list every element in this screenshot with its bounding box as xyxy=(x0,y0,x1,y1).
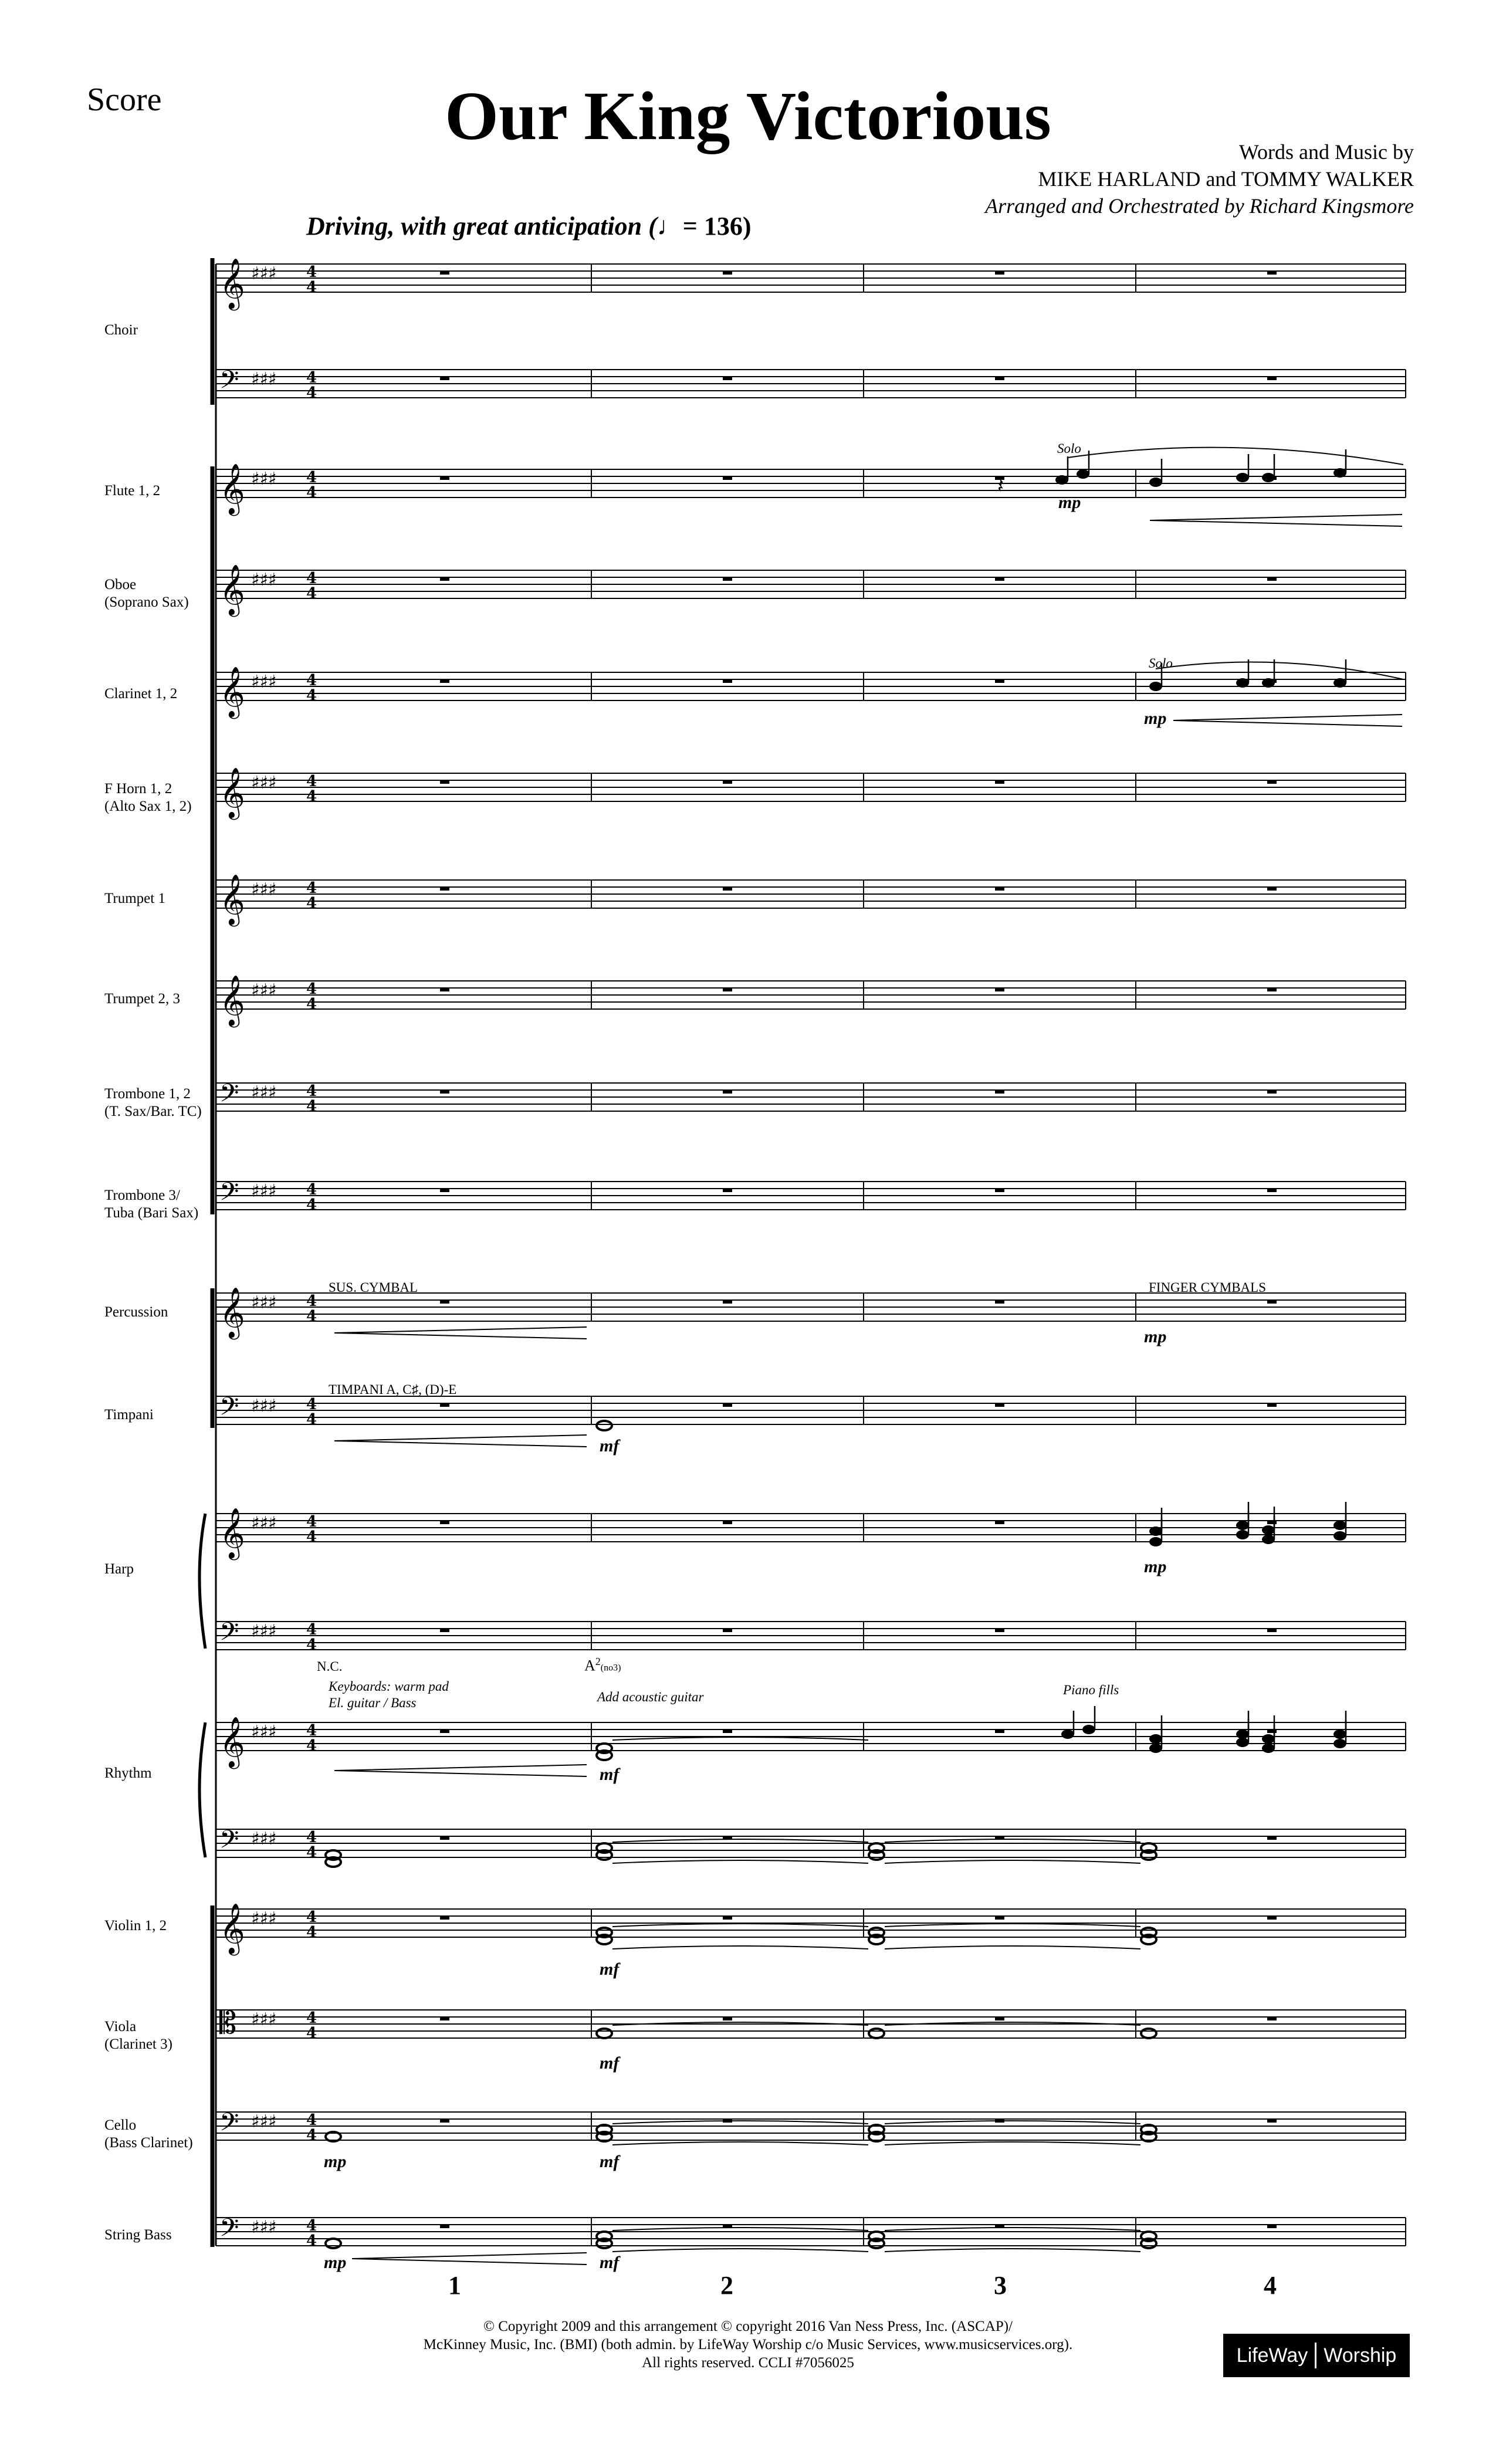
rhythm-note xyxy=(1262,1734,1275,1744)
instrument-oboe-line2: (Soprano Sax) xyxy=(104,594,189,610)
whole-rest-icon xyxy=(995,1090,1004,1094)
bass-clef-icon: 𝄢 xyxy=(219,1079,239,1114)
whole-rest-icon xyxy=(1267,1403,1277,1407)
key-signature-icon: ♯♯♯ xyxy=(251,773,277,793)
whole-rest-icon xyxy=(723,1729,732,1733)
dynamic-timpani-mf: mf xyxy=(600,1436,620,1456)
quarter-rest-icon: 𝄽 xyxy=(997,474,1004,498)
whole-rest-icon xyxy=(723,1521,732,1524)
whole-rest-icon xyxy=(995,1189,1004,1192)
whole-rest-icon xyxy=(1267,780,1277,784)
flute-note xyxy=(1236,473,1249,482)
tie-curve xyxy=(885,1946,1140,1949)
whole-rest-icon xyxy=(440,2225,449,2228)
whole-rest-icon xyxy=(440,476,449,480)
flute-note xyxy=(1333,468,1346,478)
whole-rest-icon xyxy=(440,2119,449,2123)
dynamic-bass-mf: mf xyxy=(600,2253,620,2272)
time-signature-bottom: 4 xyxy=(306,1196,317,1214)
timpani-crescendo-hairpin xyxy=(334,1435,587,1447)
piece-title: Our King Victorious xyxy=(445,77,1051,154)
tie-curve xyxy=(885,1860,1140,1863)
whole-rest-icon xyxy=(440,271,449,275)
whole-rest-icon xyxy=(995,2017,1004,2020)
tie-curve xyxy=(885,2142,1140,2145)
whole-rest-icon xyxy=(995,271,1004,275)
time-signature-top: 4 xyxy=(306,1829,317,1846)
tie-curve xyxy=(612,1839,868,1842)
whole-rest-icon xyxy=(440,780,449,784)
whole-rest-icon xyxy=(1267,2017,1277,2020)
whole-rest-icon xyxy=(440,1090,449,1094)
whole-rest-icon xyxy=(995,1916,1004,1920)
treble-clef-icon: 𝄞 xyxy=(219,1717,245,1767)
time-signature-top: 4 xyxy=(306,369,317,387)
measure-number-4: 4 xyxy=(1264,2271,1277,2300)
bass-crescendo-hairpin xyxy=(352,2253,587,2265)
key-signature-icon: ♯♯♯ xyxy=(251,263,277,284)
key-signature-icon: ♯♯♯ xyxy=(251,2217,277,2238)
dynamic-viola-mf: mf xyxy=(600,2053,620,2073)
time-signature-bottom: 4 xyxy=(306,1844,317,1861)
whole-rest-icon xyxy=(440,1189,449,1192)
time-signature-top: 4 xyxy=(306,1292,317,1310)
keyboards-label: Keyboards: warm pad xyxy=(329,1679,449,1694)
whole-rest-icon xyxy=(995,887,1004,891)
alto-clef-icon: 𝄡 xyxy=(219,2006,237,2041)
dynamic-flute-mp: mp xyxy=(1058,493,1081,512)
whole-rest-icon xyxy=(1267,1729,1277,1733)
whole-rest-icon xyxy=(1267,1916,1277,1920)
bass-clef-icon: 𝄢 xyxy=(219,2213,239,2249)
whole-rest-icon xyxy=(440,1629,449,1632)
tempo-text: Driving, with great anticipation ( xyxy=(306,212,657,241)
time-signature-top: 4 xyxy=(306,1396,317,1413)
tie-curve xyxy=(612,1946,868,1949)
dynamic-cello-mf: mf xyxy=(600,2152,620,2171)
copyright-line3: All rights reserved. CCLI #7056025 xyxy=(642,2355,854,2371)
time-signature-top: 4 xyxy=(306,672,317,689)
time-signature-bottom: 4 xyxy=(306,1098,317,1115)
instrument-trumpet1: Trumpet 1 xyxy=(104,891,165,906)
whole-rest-icon xyxy=(723,1300,732,1304)
key-signature-icon: ♯♯♯ xyxy=(251,369,277,390)
time-signature-bottom: 4 xyxy=(306,996,317,1013)
rhythm-note xyxy=(1333,1739,1346,1748)
instrument-horn xyxy=(104,780,192,815)
instrument-trombone3-line2: Tuba (Bari Sax) xyxy=(104,1205,199,1221)
time-signature-bottom: 4 xyxy=(306,2127,317,2144)
whole-rest-icon xyxy=(1267,577,1277,581)
credit-words-music: Words and Music by xyxy=(1238,140,1414,164)
key-signature-icon: ♯♯♯ xyxy=(251,1292,277,1313)
time-signature-top: 4 xyxy=(306,1908,317,1926)
instrument-cello-line1: Cello xyxy=(104,2117,137,2133)
dynamic-bass-mp: mp xyxy=(324,2253,347,2272)
bass-clef-icon: 𝄢 xyxy=(219,1392,239,1427)
time-signature-top: 4 xyxy=(306,263,317,281)
bass-whole-note xyxy=(326,2239,341,2248)
whole-rest-icon xyxy=(995,577,1004,581)
credit-arranger: Arranged and Orchestrated by Richard Kingsmore xyxy=(985,194,1414,218)
instrument-oboe-line1: Oboe xyxy=(104,577,137,593)
clarinet-note xyxy=(1333,678,1346,688)
key-signature-icon: ♯♯♯ xyxy=(251,570,277,590)
logo-lifeway: LifeWay xyxy=(1236,2344,1308,2367)
time-signature-bottom: 4 xyxy=(306,2232,317,2250)
time-signature-bottom: 4 xyxy=(306,1636,317,1654)
time-signature-top: 4 xyxy=(306,1082,317,1100)
chord-extension: 2 xyxy=(595,1656,601,1667)
bass-clef-icon: 𝄢 xyxy=(219,1617,239,1653)
key-signature-icon: ♯♯♯ xyxy=(251,980,277,1001)
harp-note xyxy=(1262,1525,1275,1535)
quarter-note-icon: ♩ xyxy=(656,212,683,241)
instrument-flute: Flute 1, 2 xyxy=(104,483,161,499)
instrument-trombone12 xyxy=(104,1085,202,1121)
piano-fill-note xyxy=(1082,1725,1095,1734)
time-signature-bottom: 4 xyxy=(306,484,317,502)
whole-rest-icon xyxy=(440,679,449,683)
harp-brace xyxy=(199,1514,205,1649)
whole-rest-icon xyxy=(723,577,732,581)
time-signature-bottom: 4 xyxy=(306,788,317,805)
instrument-choir: Choir xyxy=(104,322,138,338)
time-signature-top: 4 xyxy=(306,1722,317,1739)
whole-rest-icon xyxy=(1267,2119,1277,2123)
whole-rest-icon xyxy=(995,1300,1004,1304)
key-signature-icon: ♯♯♯ xyxy=(251,1181,277,1201)
whole-rest-icon xyxy=(440,1403,449,1407)
guitar-bass-label: El. guitar / Bass xyxy=(329,1695,417,1710)
time-signature-bottom: 4 xyxy=(306,1528,317,1546)
tie-curve xyxy=(612,2142,868,2145)
flute-pickup-note xyxy=(1055,475,1068,485)
harp-note xyxy=(1333,1521,1346,1530)
clarinet-solo-label: Solo xyxy=(1149,656,1173,671)
flute-note xyxy=(1149,478,1162,487)
whole-rest-icon xyxy=(1267,1521,1277,1524)
timpani-tuning-label: TIMPANI A, C♯, (D)-E xyxy=(329,1382,457,1397)
sus-cymbal-label: SUS. CYMBAL xyxy=(329,1280,418,1295)
viola-whole-note xyxy=(1141,2029,1156,2038)
treble-clef-icon: 𝄞 xyxy=(219,874,245,925)
whole-rest-icon xyxy=(995,780,1004,784)
whole-rest-icon xyxy=(440,577,449,581)
time-signature-bottom: 4 xyxy=(306,1924,317,1941)
whole-rest-icon xyxy=(723,679,732,683)
key-signature-icon: ♯♯♯ xyxy=(251,672,277,692)
time-signature-top: 4 xyxy=(306,773,317,790)
whole-rest-icon xyxy=(995,679,1004,683)
clarinet-note xyxy=(1149,682,1162,691)
dynamic-harp-mp: mp xyxy=(1144,1557,1167,1576)
rhythm-note xyxy=(1236,1729,1249,1739)
key-signature-icon: ♯♯♯ xyxy=(251,1722,277,1742)
instrument-viola-line2: (Clarinet 3) xyxy=(104,2036,172,2052)
piano-fill-note xyxy=(1061,1729,1074,1739)
viola-whole-note xyxy=(869,2029,884,2038)
rhythm-note xyxy=(1149,1744,1162,1753)
time-signature-bottom: 4 xyxy=(306,687,317,705)
whole-rest-icon xyxy=(723,1090,732,1094)
treble-clef-icon: 𝄞 xyxy=(219,258,245,309)
whole-rest-icon xyxy=(723,377,732,380)
key-signature-icon: ♯♯♯ xyxy=(251,1082,277,1103)
whole-rest-icon xyxy=(995,1403,1004,1407)
flute-note xyxy=(1262,473,1275,482)
instrument-rhythm: Rhythm xyxy=(104,1765,152,1781)
acoustic-guitar-label: Add acoustic guitar xyxy=(597,1690,704,1704)
whole-rest-icon xyxy=(1267,988,1277,991)
whole-rest-icon xyxy=(440,1916,449,1920)
time-signature-top: 4 xyxy=(306,2009,317,2027)
rhythm-note xyxy=(1236,1738,1249,1747)
clarinet-slur xyxy=(1156,662,1403,679)
rhythm-brace xyxy=(199,1722,205,1857)
tie-curve xyxy=(612,2249,868,2252)
treble-clef-icon: 𝄞 xyxy=(219,666,245,717)
treble-clef-icon: 𝄞 xyxy=(219,463,245,514)
dynamic-violin-mf: mf xyxy=(600,1959,620,1979)
score-label: Score xyxy=(87,82,162,118)
key-signature-icon: ♯♯♯ xyxy=(251,1621,277,1641)
treble-clef-icon: 𝄞 xyxy=(219,767,245,818)
tie-curve xyxy=(885,1839,1140,1842)
lifeway-worship-logo xyxy=(1223,2334,1410,2377)
whole-rest-icon xyxy=(1267,887,1277,891)
clarinet-note xyxy=(1236,678,1249,688)
time-signature-top: 4 xyxy=(306,1621,317,1639)
credit-composers: MIKE HARLAND and TOMMY WALKER xyxy=(1038,167,1414,191)
time-signature-bottom: 4 xyxy=(306,1308,317,1325)
chord-qualifier: (no3) xyxy=(600,1663,621,1673)
treble-clef-icon: 𝄞 xyxy=(219,975,245,1025)
harp-note xyxy=(1149,1527,1162,1536)
flute-crescendo-hairpin xyxy=(1150,515,1402,526)
whole-rest-icon xyxy=(723,2017,732,2020)
instrument-string-bass: String Bass xyxy=(104,2227,172,2243)
whole-rest-icon xyxy=(723,1916,732,1920)
bass-clef-icon: 𝄢 xyxy=(219,2108,239,2143)
logo-separator xyxy=(1315,2343,1316,2368)
key-signature-icon: ♯♯♯ xyxy=(251,469,277,489)
clarinet-note xyxy=(1262,678,1275,688)
flute-solo-label: Solo xyxy=(1057,441,1081,456)
whole-rest-icon xyxy=(723,1403,732,1407)
bass-clef-icon: 𝄢 xyxy=(219,1825,239,1860)
instrument-cello xyxy=(104,2117,193,2152)
whole-rest-icon xyxy=(1267,271,1277,275)
whole-rest-icon xyxy=(995,988,1004,991)
whole-rest-icon xyxy=(1267,1189,1277,1192)
timpani-whole-note xyxy=(597,1421,612,1430)
bass-clef-icon: 𝄢 xyxy=(219,365,239,401)
dynamic-percussion-mp: mp xyxy=(1144,1327,1167,1346)
tie-curve xyxy=(885,2249,1140,2252)
finger-cymbals-label: FINGER CYMBALS xyxy=(1149,1280,1267,1295)
whole-rest-icon xyxy=(995,377,1004,380)
time-signature-top: 4 xyxy=(306,980,317,998)
key-signature-icon: ♯♯♯ xyxy=(251,2111,277,2132)
treble-clef-icon: 𝄞 xyxy=(219,1508,245,1558)
harp-note xyxy=(1333,1531,1346,1541)
key-signature-icon: ♯♯♯ xyxy=(251,1908,277,1929)
whole-rest-icon xyxy=(440,2017,449,2020)
measure-number-3: 3 xyxy=(994,2271,1007,2300)
harp-note xyxy=(1236,1521,1249,1530)
whole-rest-icon xyxy=(995,1729,1004,1733)
whole-rest-icon xyxy=(1267,377,1277,380)
harp-note xyxy=(1149,1537,1162,1546)
time-signature-bottom: 4 xyxy=(306,585,317,603)
flute-pickup-note xyxy=(1077,469,1089,479)
whole-rest-icon xyxy=(1267,1090,1277,1094)
whole-rest-icon xyxy=(440,1729,449,1733)
time-signature-bottom: 4 xyxy=(306,1411,317,1429)
tie-curve xyxy=(612,2228,868,2231)
key-signature-icon: ♯♯♯ xyxy=(251,1513,277,1534)
chord-symbol xyxy=(584,1656,621,1675)
time-signature-top: 4 xyxy=(306,879,317,897)
whole-rest-icon xyxy=(723,271,732,275)
whole-rest-icon xyxy=(723,887,732,891)
whole-rest-icon xyxy=(440,377,449,380)
whole-rest-icon xyxy=(723,780,732,784)
time-signature-top: 4 xyxy=(306,1513,317,1531)
whole-rest-icon xyxy=(723,988,732,991)
tie-curve xyxy=(885,2228,1140,2231)
time-signature-bottom: 4 xyxy=(306,2025,317,2042)
whole-rest-icon xyxy=(995,1629,1004,1632)
tie-curve xyxy=(612,1860,868,1863)
instrument-oboe xyxy=(104,576,189,611)
rhythm-note xyxy=(1333,1729,1346,1739)
whole-rest-icon xyxy=(723,476,732,480)
instrument-viola xyxy=(104,2018,172,2053)
time-signature-top: 4 xyxy=(306,469,317,486)
time-signature-top: 4 xyxy=(306,2111,317,2129)
flute-slur xyxy=(1068,448,1403,465)
time-signature-top: 4 xyxy=(306,570,317,587)
cymbal-crescendo-hairpin xyxy=(334,1327,587,1339)
instrument-clarinet: Clarinet 1, 2 xyxy=(104,686,178,702)
whole-rest-icon xyxy=(723,1629,732,1632)
chord-root: A xyxy=(584,1657,595,1674)
measure-number-2: 2 xyxy=(720,2271,733,2300)
whole-rest-icon xyxy=(995,1521,1004,1524)
instrument-horn-line2: (Alto Sax 1, 2) xyxy=(104,798,192,814)
time-signature-bottom: 4 xyxy=(306,1737,317,1755)
instrument-viola-line1: Viola xyxy=(104,2019,137,2035)
copyright-line2: McKinney Music, Inc. (BMI) (both admin. by LifeWay Worship c/o Music Services, www.musicservices.org). xyxy=(423,2337,1073,2353)
time-signature-bottom: 4 xyxy=(306,895,317,912)
tie-curve xyxy=(612,1924,868,1927)
no-chord-label: N.C. xyxy=(317,1659,343,1674)
bass-clef-icon: 𝄢 xyxy=(219,1177,239,1213)
rhythm-crescendo-hairpin xyxy=(334,1765,587,1776)
time-signature-top: 4 xyxy=(306,2217,317,2235)
dynamic-rhythm-mf: mf xyxy=(600,1765,620,1784)
instrument-violin: Violin 1, 2 xyxy=(104,1918,167,1934)
clarinet-crescendo-hairpin xyxy=(1173,715,1402,726)
instrument-cello-line2: (Bass Clarinet) xyxy=(104,2135,193,2151)
instrument-trombone3-line1: Trombone 3/ xyxy=(104,1187,180,1203)
whole-rest-icon xyxy=(1267,2225,1277,2228)
viola-whole-note xyxy=(597,2029,612,2038)
treble-clef-icon: 𝄞 xyxy=(219,1287,245,1338)
time-signature-top: 4 xyxy=(306,1181,317,1199)
whole-rest-icon xyxy=(440,988,449,991)
dynamic-clarinet-mp: mp xyxy=(1144,709,1167,728)
whole-rest-icon xyxy=(440,1836,449,1840)
instrument-trombone12-line2: (T. Sax/Bar. TC) xyxy=(104,1104,202,1119)
whole-rest-icon xyxy=(440,887,449,891)
whole-rest-icon xyxy=(723,1189,732,1192)
tie-curve xyxy=(612,2121,868,2124)
treble-clef-icon: 𝄞 xyxy=(219,1903,245,1954)
time-signature-bottom: 4 xyxy=(306,279,317,296)
instrument-horn-line1: F Horn 1, 2 xyxy=(104,781,172,797)
instrument-percussion: Percussion xyxy=(104,1304,168,1320)
whole-rest-icon xyxy=(440,1521,449,1524)
whole-rest-icon xyxy=(1267,1629,1277,1632)
whole-rest-icon xyxy=(1267,1300,1277,1304)
dynamic-cello-mp: mp xyxy=(324,2152,347,2171)
logo-worship: Worship xyxy=(1324,2344,1397,2367)
tempo-value: = 136) xyxy=(682,212,752,241)
whole-rest-icon xyxy=(1267,1836,1277,1840)
key-signature-icon: ♯♯♯ xyxy=(251,1829,277,1849)
key-signature-icon: ♯♯♯ xyxy=(251,2009,277,2030)
tie-curve xyxy=(612,1737,868,1740)
harp-note xyxy=(1262,1535,1275,1544)
rhythm-note xyxy=(1149,1734,1162,1744)
copyright-line1: © Copyright 2009 and this arrangement © copyright 2016 Van Ness Press, Inc. (ASCAP)/ xyxy=(483,2319,1013,2334)
instrument-timpani: Timpani xyxy=(104,1407,154,1423)
tie-curve xyxy=(885,1924,1140,1927)
harp-note xyxy=(1236,1530,1249,1539)
whole-rest-icon xyxy=(440,1300,449,1304)
treble-clef-icon: 𝄞 xyxy=(219,564,245,615)
instrument-harp: Harp xyxy=(104,1561,134,1577)
instrument-trombone3 xyxy=(104,1187,198,1222)
rhythm-note xyxy=(1262,1744,1275,1753)
piano-fills-label: Piano fills xyxy=(1063,1683,1119,1697)
instrument-trombone12-line1: Trombone 1, 2 xyxy=(104,1086,191,1102)
key-signature-icon: ♯♯♯ xyxy=(251,879,277,900)
tie-curve xyxy=(885,2121,1140,2124)
key-signature-icon: ♯♯♯ xyxy=(251,1396,277,1416)
time-signature-bottom: 4 xyxy=(306,384,317,402)
instrument-trumpet23: Trumpet 2, 3 xyxy=(104,991,180,1007)
measure-number-1: 1 xyxy=(448,2271,461,2300)
